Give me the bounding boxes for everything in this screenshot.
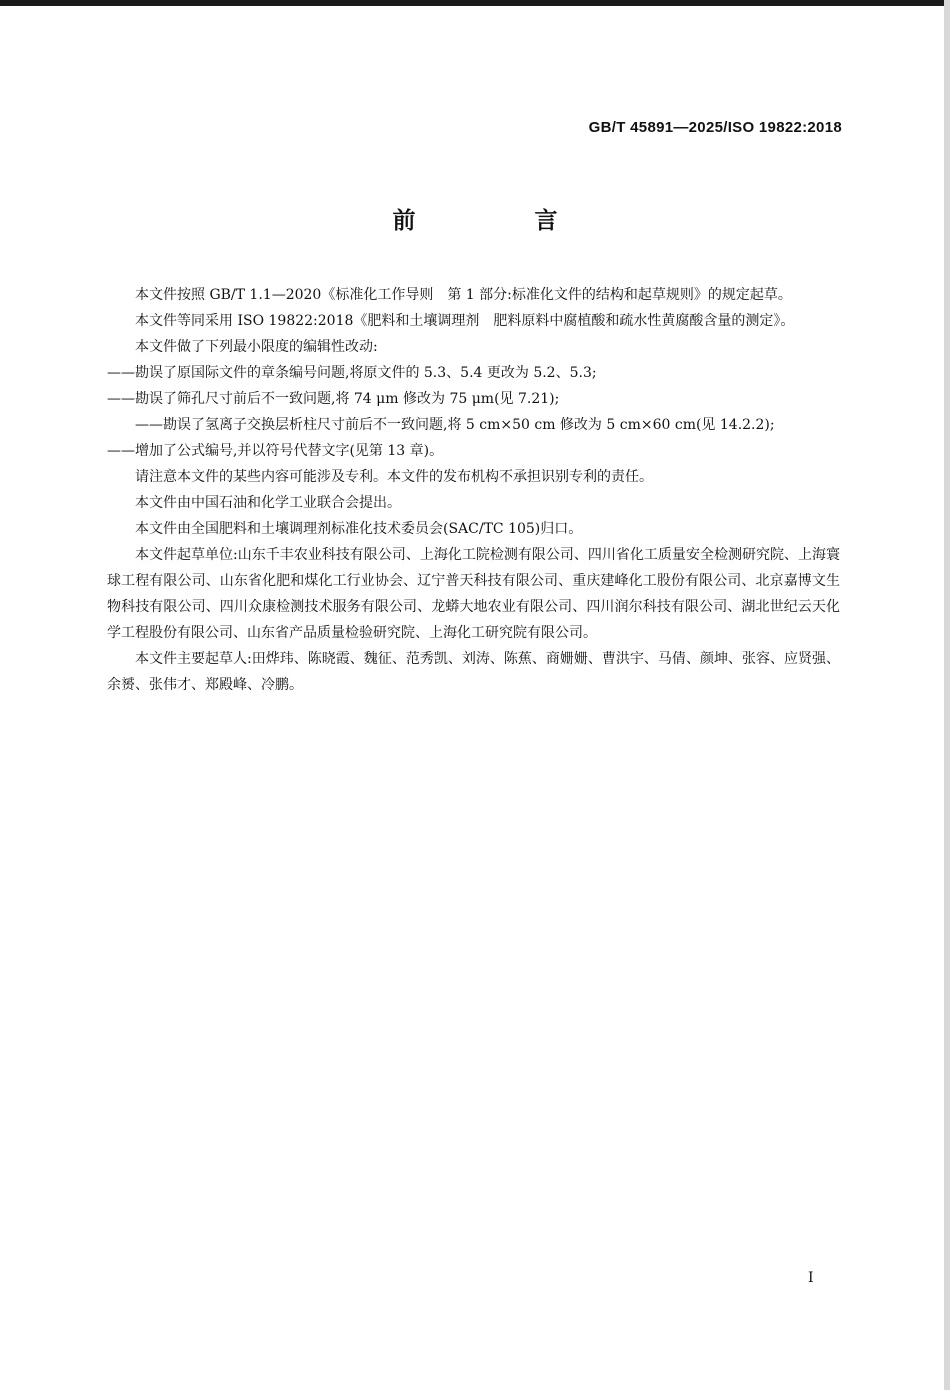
paragraph-proposer: 本文件由中国石油和化学工业联合会提出。 [135, 495, 401, 511]
paragraph-edits-intro: 本文件做了下列最小限度的编辑性改动: [135, 339, 378, 355]
paragraph-adoption: 本文件等同采用 ISO 19822:2018《肥料和土壤调理剂 肥料原料中腐植酸和疏水性黄腐酸含量的测定》。 [135, 313, 795, 329]
edit-item-sieve-size: ——勘误了筛孔尺寸前后不一致问题,将 74 μm 修改为 75 μm(见 7.21); [107, 391, 560, 407]
standard-code: GB/T 45891—2025/ISO 19822:2018 [588, 119, 842, 136]
edit-item-formula-numbering: ——增加了公式编号,并以符号代替文字(见第 13 章)。 [107, 443, 444, 459]
page-number: I [808, 1270, 814, 1286]
scan-edge-top [0, 0, 950, 6]
page-title: 前 言 [392, 208, 606, 234]
edit-item-column-size: ——勘误了氢离子交换层析柱尺寸前后不一致问题,将 5 cm×50 cm 修改为 5 cm×60 cm(见 14.2.2); [135, 417, 775, 433]
paragraph-drafting-organizations: 本文件起草单位:山东千丰农业科技有限公司、上海化工院检测有限公司、四川省化工质量安全检测研究院、上海寰球工程有限公司、山东省化肥和煤化工行业协会、辽宁普天科技有限公司、重庆建峰化工股份有限公司、北京嘉博文生物科技有限公司、四川众康检测技术服务有限公司、龙蟒大地农业有限公司、四川润尔科技有限公司、湖北世纪云天化学工程股份有限公司、山东省产品质量检验研究院、上海化工研究院有限公司。 [107, 547, 840, 641]
paragraph-patent-notice: 请注意本文件的某些内容可能涉及专利。本文件的发布机构不承担识别专利的责任。 [135, 469, 653, 485]
paragraph-committee: 本文件由全国肥料和土壤调理剂标准化技术委员会(SAC/TC 105)归口。 [135, 521, 583, 537]
paragraph-drafters: 本文件主要起草人:田烨玮、陈晓霞、魏征、范秀凯、刘涛、陈蕉、商姗姗、曹洪宇、马倩、颜坤、张容、应贤强、余赟、张伟才、郑殿峰、冷鹏。 [107, 651, 840, 693]
paragraph-drafting-rules: 本文件按照 GB/T 1.1—2020《标准化工作导则 第 1 部分:标准化文件的结构和起草规则》的规定起草。 [135, 287, 792, 303]
document-body [107, 282, 840, 698]
edit-item-clause-numbering: ——勘误了原国际文件的章条编号问题,将原文件的 5.3、5.4 更改为 5.2、5.3; [107, 365, 597, 381]
